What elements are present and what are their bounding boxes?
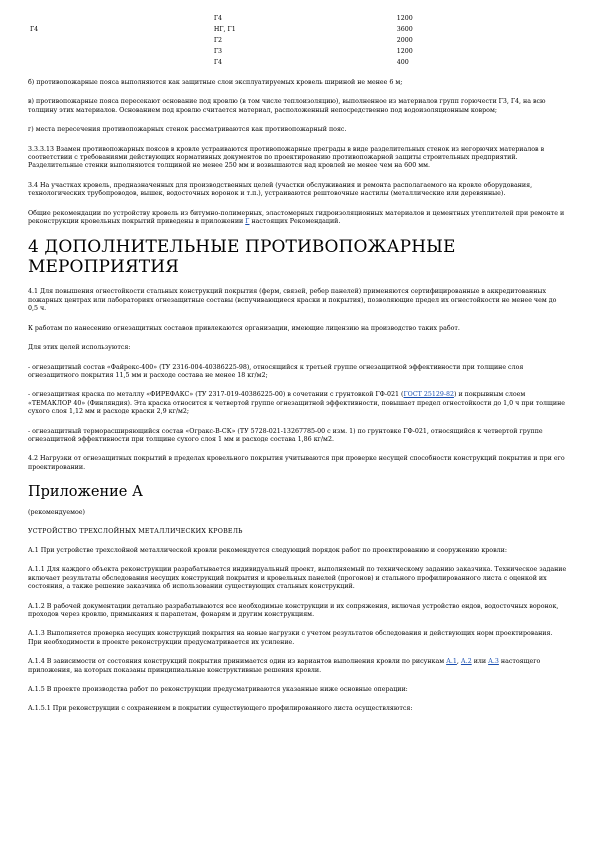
- paragraph: б) противопожарные пояса выполняются как защитные слои эксплуатируемых кровель шириной не менее 6 м;: [28, 79, 403, 86]
- text: настоящих Рекомендаций.: [249, 218, 341, 226]
- gost-link[interactable]: ГОСТ 25129-82: [403, 391, 455, 399]
- table-cell: 1200: [396, 15, 413, 23]
- paragraph: - огнезащитный терморасширяющийся состав «Огракс-В-СК» (ТУ 5728-021-13267785-00 с изм. 1) по грунтовке ГФ-021, относящийся к четвертой группе огнезащитной эффективности при толщине сухого слоя 1 мм и расходе состава 1,86 кг/м2.: [28, 427, 543, 443]
- figure-a1-link[interactable]: А.1: [446, 658, 457, 666]
- table-row: [30, 47, 500, 58]
- paragraph: А.1.2 В рабочей документации детально разрабатываются все необходимые конструкции и их сопряжения, включая устройство ендов, водосточных воронок, проходов через кровлю, примыкания к парапетам, фонарям и другим конструкциям.: [28, 602, 559, 618]
- table-cell: Г2: [213, 37, 223, 45]
- figure-a3-link[interactable]: А.3: [488, 658, 499, 666]
- section-heading: 4 ДОПОЛНИТЕЛЬНЫЕ ПРОТИВОПОЖАРНЫЕ МЕРОПРИЯТИЯ: [28, 237, 456, 278]
- text: настоящего приложения, на которых показаны принципиальные конструктивные решения кровли.: [28, 658, 541, 674]
- table-cell: Г4: [213, 15, 223, 23]
- text: ,: [456, 658, 461, 666]
- table-row: [30, 25, 500, 36]
- paragraph: в) противопожарные пояса пересекают основание под кровлю (в том числе теплоизоляцию), выполненное из материалов групп горючести Г3, Г4, на всю толщину этих материалов. Основанием под кровлю считается материал, расположенный непосредственно под водоизоляционным ковром;: [28, 98, 546, 114]
- table-cell: 2000: [396, 37, 413, 45]
- table-cell: [30, 47, 214, 58]
- table-row: [30, 36, 500, 47]
- text: - огнезащитная краска по металлу «ФИРЕФАКС» (ТУ 2317-019-40386225-00) в сочетании с грунтовкой ГФ-021 (: [28, 391, 404, 399]
- fire-groups-table: [30, 14, 500, 69]
- text: А.1.4 В зависимости от состояния конструкций покрытия принимается один из вариантов выполнения кровли по рисункам: [28, 658, 447, 666]
- table-cell: 1200: [396, 48, 413, 56]
- text: или: [471, 658, 489, 666]
- paragraph: [28, 658, 567, 675]
- paragraph: 4.2 Нагрузки от огнезащитных покрытий в пределах кровельного покрытия учитываются при проверке несущей способности конструкций покрытия и при его проектировании.: [28, 455, 565, 471]
- paragraph: А.1.5 В проекте производства работ по реконструкции предусматриваются указанные ниже основные операции:: [28, 686, 408, 694]
- table-cell: 3600: [396, 26, 413, 34]
- table-cell: Г4: [213, 59, 223, 67]
- appendix-title: УСТРОЙСТВО ТРЕХСЛОЙНЫХ МЕТАЛЛИЧЕСКИХ КРОВЕЛЬ: [28, 527, 243, 535]
- text: ) и покрывным слоем «ТЕМАКЛОР 40» (Финляндия). Эта краска относится к четвертой группе огнезащитной эффективности, повышает предел огнестойкости до 1,0 ч при толщине сухого слоя 1,12 мм и расходе краски 2,9 кг/м2;: [28, 391, 566, 416]
- table-row: [30, 58, 500, 69]
- appendix-note: (рекомендуемое): [28, 509, 85, 517]
- paragraph: А.1.3 Выполняется проверка несущих конструкций покрытия на новые нагрузки с учетом результатов обследования и действующих норм проектирования. При необходимости в проекте реконструкции предусматривается их усиление.: [28, 630, 553, 646]
- paragraph: [28, 210, 567, 227]
- table-cell: Г3: [213, 48, 223, 56]
- figure-a2-link[interactable]: А.2: [460, 658, 472, 666]
- table-cell: НГ, Г1: [213, 26, 236, 34]
- appendix-heading: Приложение А: [28, 484, 143, 501]
- paragraph: 3.3.3.13 Взамен противопожарных поясов в кровле устраиваются противопожарные преграды в виде разделительных стенок из негорючих материалов в соответствии с требованиями действующих нормативных документов по проектированию противопожарной защиты строительных предприятий. Разделительные стенки выполняются толщиной не менее 250 мм и возвышаются над кровлей не менее чем на 600 мм.: [28, 145, 545, 170]
- table-row: [30, 14, 500, 25]
- paragraph: [28, 391, 567, 416]
- text: Общие рекомендации по устройству кровель из битумно-полимерных, эластомерных гидроизоляционных материалов и цементных утеплителей при ремонте и реконструкции кровельных покрытий приведены в приложении: [28, 209, 565, 226]
- appendix-g-link[interactable]: Г: [245, 218, 250, 226]
- paragraph: Для этих целей используются:: [28, 344, 131, 352]
- table-cell: 400: [396, 59, 409, 67]
- paragraph: 3.4 На участках кровель, предназначенных для производственных целей (участки обслуживания и ремонта располагаемого на кровле оборудования, технологических трубопроводов, вышек, водосточных воронок и т.п.), устраиваются рештовочные настилы (металлические или деревянные).: [28, 181, 533, 198]
- paragraph: - огнезащитный состав «Файрекс-400» (ТУ 2316-004-40386225-98), относящийся к третьей группе огнезащитной эффективности при толщине слоя огнезащитного покрытия 11,5 мм и расходе состава не менее 18 кг/м2;: [28, 363, 524, 379]
- table-cell: Г4: [30, 26, 39, 34]
- paragraph: А.1.1 Для каждого объекта реконструкции разрабатывается индивидуальный проект, выполняемый по техническому заданию заказчика. Техническое задание включает результаты обследования несущих конструкций покрытия и кровельных панелей (прогонов) и стального профилированного листа с оценкой их состояния, а также решение заказчика об использовании существующих стальных конструкций.: [28, 566, 567, 591]
- paragraph: А.1.5.1 При реконструкции с сохранением в покрытии существующего профилированного листа осуществляются:: [28, 705, 413, 713]
- table-cell: [30, 36, 214, 47]
- paragraph: К работам по нанесению огнезащитных составов привлекаются организации, имеющие лицензию на производство таких работ.: [28, 324, 460, 332]
- table-cell: [30, 14, 214, 25]
- table-cell: [30, 58, 214, 69]
- paragraph: 4.1 Для повышения огнестойкости стальных конструкций покрытия (ферм, связей, ребер панелей) применяются сертифицированные в аккредитованных пожарных центрах или лабораториях огнезащитные составы (вспучивающиеся краски и покрытия), позволяющие предел их огнестойкости не менее чем до 0,5 ч.: [28, 288, 557, 313]
- paragraph: г) места пересечения противопожарных стенок рассматриваются как противопожарный пояс.: [28, 126, 347, 134]
- paragraph: А.1 При устройстве трехслойной металлической кровли рекомендуется следующий порядок работ по проектированию и сооружению кровли:: [28, 546, 507, 554]
